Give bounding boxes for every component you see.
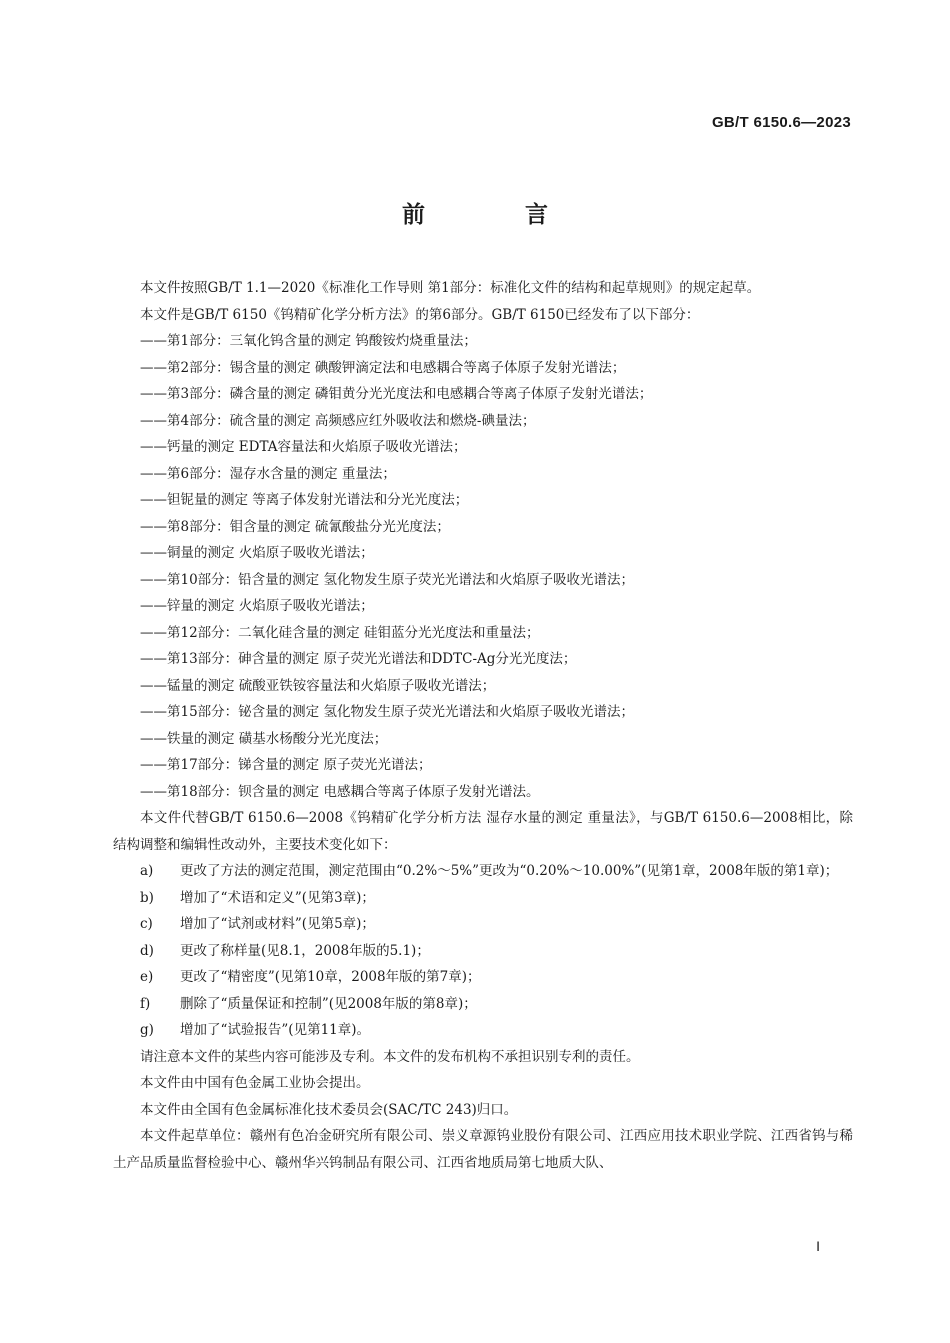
list-marker: d) xyxy=(140,942,154,959)
proposer-statement: 本文件由中国有色金属工业协会提出。 xyxy=(140,1075,370,1091)
list-text: 删除了“质量保证和控制”(见2008年版的第8章)； xyxy=(180,995,477,1012)
list-item: ——钽铌量的测定 等离子体发射光谱法和分光光度法； xyxy=(140,492,469,508)
replaces-paragraph: 本文件代替GB/T 6150.6—2008《钨精矿化学分析方法 湿存水量的测定 重量法》，与GB/T 6150.6—2008相比，除结构调整和编辑性改动外，主要技术变化如下： xyxy=(113,810,853,853)
list-item: ——第15部分：铋含量的测定 氢化物发生原子荧光光谱法和火焰原子吸收光谱法； xyxy=(140,704,634,720)
list-text: 增加了“术语和定义”(见第3章)； xyxy=(180,889,375,906)
list-marker: f) xyxy=(140,995,151,1012)
list-item xyxy=(113,911,853,938)
list-item: ——第3部分：磷含量的测定 磷钼黄分光光度法和电感耦合等离子体原子发射光谱法； xyxy=(140,386,653,402)
list-marker: b) xyxy=(140,889,154,906)
changes-list xyxy=(113,858,853,1044)
list-item: ——第12部分：二氧化硅含量的测定 硅钼蓝分光光度法和重量法； xyxy=(140,624,540,641)
list-item: ——第2部分：锡含量的测定 碘酸钾滴定法和电感耦合等离子体原子发射光谱法； xyxy=(140,359,626,376)
list-item xyxy=(113,991,853,1018)
list-item xyxy=(113,938,853,965)
list-item: ——铜量的测定 火焰原子吸收光谱法； xyxy=(140,545,374,561)
list-text: 更改了称样量(见8.1，2008年版的5.1)； xyxy=(180,942,430,959)
list-item: ——第18部分：钡含量的测定 电感耦合等离子体原子发射光谱法。 xyxy=(140,783,540,800)
parts-list xyxy=(113,328,853,805)
list-item: ——第4部分：硫含量的测定 高频感应红外吸收法和燃烧-碘量法； xyxy=(140,412,536,429)
list-text: 增加了“试验报告”(见第11章)。 xyxy=(180,1022,371,1038)
list-item: ——铁量的测定 磺基水杨酸分光光度法； xyxy=(140,730,388,747)
list-marker: c) xyxy=(140,916,153,932)
intro-paragraph-1: 本文件按照GB/T 1.1—2020《标准化工作导则 第1部分：标准化文件的结构和起草规则》的规定起草。 xyxy=(140,280,761,296)
list-item xyxy=(113,964,853,991)
page-title: 前 言 xyxy=(401,201,594,228)
list-item: ——第10部分：铅含量的测定 氢化物发生原子荧光光谱法和火焰原子吸收光谱法； xyxy=(140,571,634,588)
foreword-body xyxy=(113,275,853,1176)
drafters-statement: 本文件起草单位：赣州有色冶金研究所有限公司、崇义章源钨业股份有限公司、江西应用技术职业学院、江西省钨与稀土产品质量监督检验中心、赣州华兴钨制品有限公司、江西省地质局第七地质大队、 xyxy=(113,1128,853,1171)
list-item: ——第8部分：钼含量的测定 硫氰酸盐分光光度法； xyxy=(140,518,450,535)
list-item: ——钙量的测定 EDTA容量法和火焰原子吸收光谱法； xyxy=(140,439,467,455)
list-item xyxy=(113,1017,853,1044)
list-item: ——锰量的测定 硫酸亚铁铵容量法和火焰原子吸收光谱法； xyxy=(140,677,496,694)
list-text: 更改了“精密度”(见第10章，2008年版的第7章)； xyxy=(180,969,481,985)
list-item: ——第1部分：三氧化钨含量的测定 钨酸铵灼烧重量法； xyxy=(140,333,477,349)
list-item xyxy=(113,858,853,885)
list-marker: a) xyxy=(140,863,154,879)
standard-code: GB/T 6150.6—2023 xyxy=(711,114,851,131)
list-item: ——第17部分：锑含量的测定 原子荧光光谱法； xyxy=(140,757,432,773)
list-item xyxy=(113,885,853,912)
list-marker: e) xyxy=(140,969,154,985)
list-item: ——第13部分：砷含量的测定 原子荧光光谱法和DDTC-Ag分光光度法； xyxy=(140,651,577,667)
page-number: I xyxy=(816,1238,820,1254)
intro-paragraph-2: 本文件是GB/T 6150《钨精矿化学分析方法》的第6部分。GB/T 6150已经发布了以下部分： xyxy=(140,306,700,323)
list-marker: g) xyxy=(140,1022,154,1038)
list-text: 更改了方法的测定范围，测定范围由“0.2%～5%”更改为“0.20%～10.00%”(见第1章，2008年版的第1章)； xyxy=(180,863,839,879)
list-text: 增加了“试剂或材料”(见第5章)； xyxy=(180,916,375,932)
list-item: ——第6部分：湿存水含量的测定 重量法； xyxy=(140,465,396,482)
committee-statement: 本文件由全国有色金属标准化技术委员会(SAC/TC 243)归口。 xyxy=(140,1101,518,1118)
patent-notice: 请注意本文件的某些内容可能涉及专利。本文件的发布机构不承担识别专利的责任。 xyxy=(140,1048,640,1065)
list-item: ——锌量的测定 火焰原子吸收光谱法； xyxy=(140,598,374,614)
